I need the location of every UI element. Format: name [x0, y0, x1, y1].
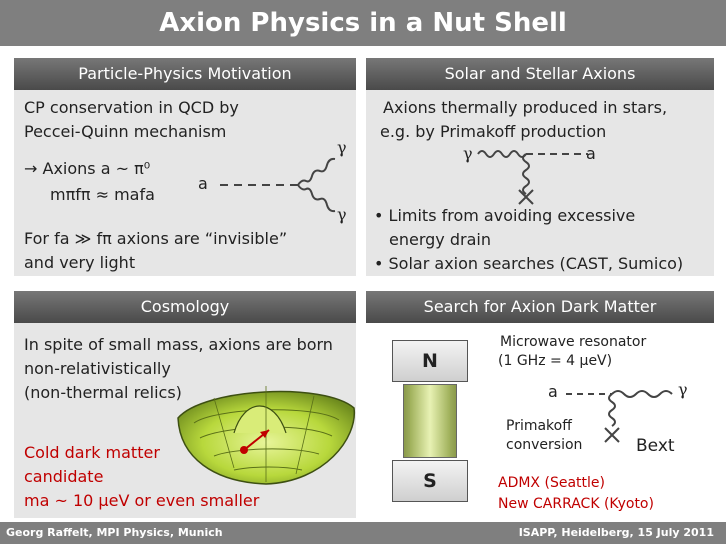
cosmology-heading: Cosmology: [14, 291, 356, 323]
mass-decay-relation: mπfπ ≈ mafa: [50, 185, 155, 204]
solar-line2: e.g. by Primakoff production: [380, 122, 607, 141]
primakoff-diagram: [478, 140, 588, 210]
experiment-carrack: New CARRACK (Kyoto): [498, 496, 654, 512]
footer-author: Georg Raffelt, MPI Physics, Munich: [6, 526, 223, 539]
resonator-line2: (1 GHz = 4 μeV): [498, 353, 613, 369]
cp-line2: Peccei-Quinn mechanism: [24, 122, 227, 141]
invisible-line2: and very light: [24, 253, 136, 272]
search-photon-label: γ: [678, 380, 688, 399]
mexican-hat-potential-image: [174, 378, 358, 488]
cosmology-line3: (non-thermal relics): [24, 383, 182, 402]
footer-event: ISAPP, Heidelberg, 15 July 2011: [518, 526, 714, 539]
slide-title: Axion Physics in a Nut Shell: [0, 0, 726, 46]
diagram-axion-label: a: [198, 174, 208, 193]
cosmology-line1: In spite of small mass, axions are born: [24, 335, 333, 354]
axion-pion-relation: → Axions a ~ π⁰: [24, 159, 151, 178]
cold-dark-matter-line2: candidate: [24, 467, 104, 486]
resonator-line1: Microwave resonator: [500, 334, 647, 350]
axion-two-photon-diagram: [220, 130, 340, 230]
solar-bullet2: • Solar axion searches (CAST, Sumico): [374, 254, 684, 273]
cosmology-line2: non-relativistically: [24, 359, 171, 378]
particle-physics-heading: Particle-Physics Motivation: [14, 58, 356, 90]
magnet-south-pole: S: [392, 460, 468, 502]
external-field-label: Bext: [636, 436, 675, 456]
primakoff-label-line1: Primakoff: [506, 418, 572, 434]
diagram-photon-top: γ: [337, 138, 347, 157]
primakoff-label-line2: conversion: [506, 437, 583, 453]
microwave-cavity: [403, 384, 457, 458]
cold-dark-matter-line1: Cold dark matter: [24, 443, 160, 462]
diagram-photon-bottom: γ: [337, 205, 347, 224]
solar-axions-heading: Solar and Stellar Axions: [366, 58, 714, 90]
invisible-line1: For fa ≫ fπ axions are “invisible”: [24, 229, 288, 248]
solar-bullet1-line2: energy drain: [389, 230, 491, 249]
primakoff-photon-label: γ: [463, 144, 473, 163]
magnet-north-pole: N: [392, 340, 468, 382]
solar-bullet1-line1: • Limits from avoiding excessive: [374, 206, 636, 225]
primakoff-axion-label: a: [586, 144, 596, 163]
solar-line1: Axions thermally produced in stars,: [383, 98, 668, 117]
cp-line1: CP conservation in QCD by: [24, 98, 239, 117]
dark-matter-search-heading: Search for Axion Dark Matter: [366, 291, 714, 323]
experiment-admx: ADMX (Seattle): [498, 475, 605, 491]
search-axion-label: a: [548, 382, 558, 401]
axion-mass-estimate: ma ~ 10 μeV or even smaller: [24, 491, 260, 510]
